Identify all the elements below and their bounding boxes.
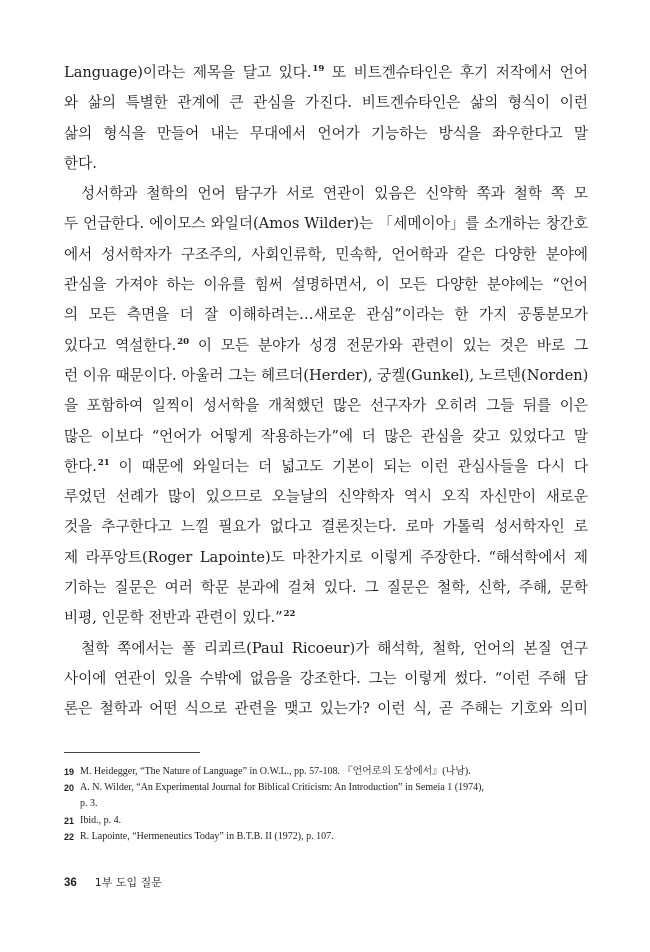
body-line [64,694,588,724]
body-line [64,331,588,361]
body-line-text: 한다. [64,457,97,475]
footnote-text [80,829,588,845]
body-line [64,452,588,482]
body-line-text: 루었던 선례가 많이 있으므로 오늘날의 신약학자 역시 오직 자신만이 새로운 [64,488,588,506]
running-head: 1부 도입 질문 [94,876,162,889]
body-line [64,149,588,179]
footnote [64,813,588,829]
footnote-reference[interactable]: 22 [283,609,296,620]
body-line [64,512,588,542]
footnote [64,764,588,780]
body-line-text-continued: 이 때문에 와일더는 더 넓고도 기본이 되는 이런 관심사들을 다시 다 [109,457,588,475]
body-line [64,391,588,421]
body-line-text: 관심을 가져야 하는 이유를 힘써 설명하면서, 이 모든 다양한 분야에는 “언어 [64,276,588,294]
body-line [64,88,588,118]
body-text [64,58,588,725]
footnote-text [80,764,588,780]
footnote-reference[interactable]: 19 [312,64,325,74]
body-line [64,209,588,239]
footnote-number: 21 [64,815,75,826]
body-line-text: 철학 쪽에서는 폴 리쾨르(Paul Ricoeur)가 해석학, 철학, 언어의 본질 연구 [81,639,588,657]
body-line-text: 기하는 질문은 여러 학문 분과에 걸쳐 있다. 그 질문은 철학, 신학, 주해, 문학 [64,579,588,597]
body-line [64,270,588,300]
footnotes [64,764,588,845]
footnote-number: 19 [64,767,75,777]
body-line-text: 비평, 인문학 전반과 관련이 있다.” [64,609,283,627]
footnote-number: 22 [64,831,75,842]
body-line-text: 론은 철학과 어떤 식으로 관련을 맺고 있는가? 이런 식, 곧 주해는 기호와 의미 [64,700,588,718]
body-line-text-continued: 이 모든 분야가 성경 전문가와 관련이 있는 것은 바로 그 [189,336,588,354]
body-line [64,119,588,149]
body-line [64,664,588,694]
body-line-text: 의 모든 측면을 더 잘 이해하려는…새로운 관심”이라는 한 가지 공통분모가 [64,306,588,324]
body-line-text: Language)이라는 제목을 달고 있다. [64,64,312,81]
footnote-text [80,813,588,829]
body-line-text: 한다. [64,154,97,172]
footnote-line: A. N. Wilder, “An Experimental Journal for Biblical Criticism: An Introduction” in Semeia 1 (1974), [80,782,484,794]
body-line [64,58,588,88]
footnote-reference[interactable]: 20 [177,336,190,347]
page-footer [64,874,162,890]
body-line-text: 을 포함하여 일찍이 성서학을 개척했던 많은 선구자가 오히려 그들 뒤를 이은 [64,397,588,415]
footnote-text [80,780,588,812]
body-line [64,179,588,209]
body-line-text: 사이에 연관이 있을 수밖에 없음을 강조한다. 그는 이렇게 썼다. “이런 주해 담 [64,669,588,687]
body-line [64,361,588,391]
body-line [64,634,588,664]
body-line-text: 두 언급한다. 에이모스 와일더(Amos Wilder)는 「세메이아」를 소개하는 창간호 [64,215,588,233]
footnote-line: R. Lapointe, “Hermeneutics Today” in B.T.B. II (1972), p. 107. [80,830,334,842]
footnote-line: p. 3. [80,798,98,810]
body-line-text: 것을 추구한다고 느낄 필요가 없다고 결론짓는다. 로마 가톨릭 성서학자인 로 [64,518,588,536]
body-line [64,422,588,452]
footnote-reference[interactable]: 21 [97,457,110,468]
body-line-text-continued: 또 비트겐슈타인은 후기 저작에서 언어 [324,64,588,81]
body-line-text: 와 삶의 특별한 관계에 큰 관심을 가진다. 비트겐슈타인은 삶의 형식이 이런 [64,94,588,112]
body-line [64,240,588,270]
footnote [64,829,588,845]
footnote [64,780,588,812]
body-line-text: 있다고 역설한다. [64,336,177,354]
body-line [64,543,588,573]
body-line-text: 런 이유 때문이다. 아울러 그는 헤르더(Herder), 궁켈(Gunkel), 노르덴(Norden) [64,366,588,384]
footnote-number: 20 [64,783,75,794]
body-line [64,482,588,512]
body-line [64,603,588,633]
body-line [64,300,588,330]
footnote-line: M. Heidegger, “The Nature of Language” in O.W.L., pp. 57-108. 『언어로의 도상에서』(나남). [80,766,471,777]
body-line [64,573,588,603]
footnote-line: Ibid., p. 4. [80,814,122,826]
page-number: 36 [64,877,77,889]
body-line-text: 삶의 형식을 만들어 내는 무대에서 언어가 기능하는 방식을 좌우한다고 말 [64,124,588,142]
body-line-text: 에서 성서학자가 구조주의, 사회인류학, 민속학, 언어학과 같은 다양한 분야에 [64,245,588,263]
footnote-divider [64,752,200,753]
body-line-text: 제 라푸앙트(Roger Lapointe)도 마찬가지로 이렇게 주장한다. “해석학에서 제 [64,548,588,566]
body-line-text: 성서학과 철학의 언어 탐구가 서로 연관이 있음은 신약학 쪽과 철학 쪽 모 [81,185,588,203]
body-line-text: 많은 이보다 “언어가 어떻게 작용하는가”에 더 많은 관심을 갖고 있었다고 말 [64,427,588,445]
